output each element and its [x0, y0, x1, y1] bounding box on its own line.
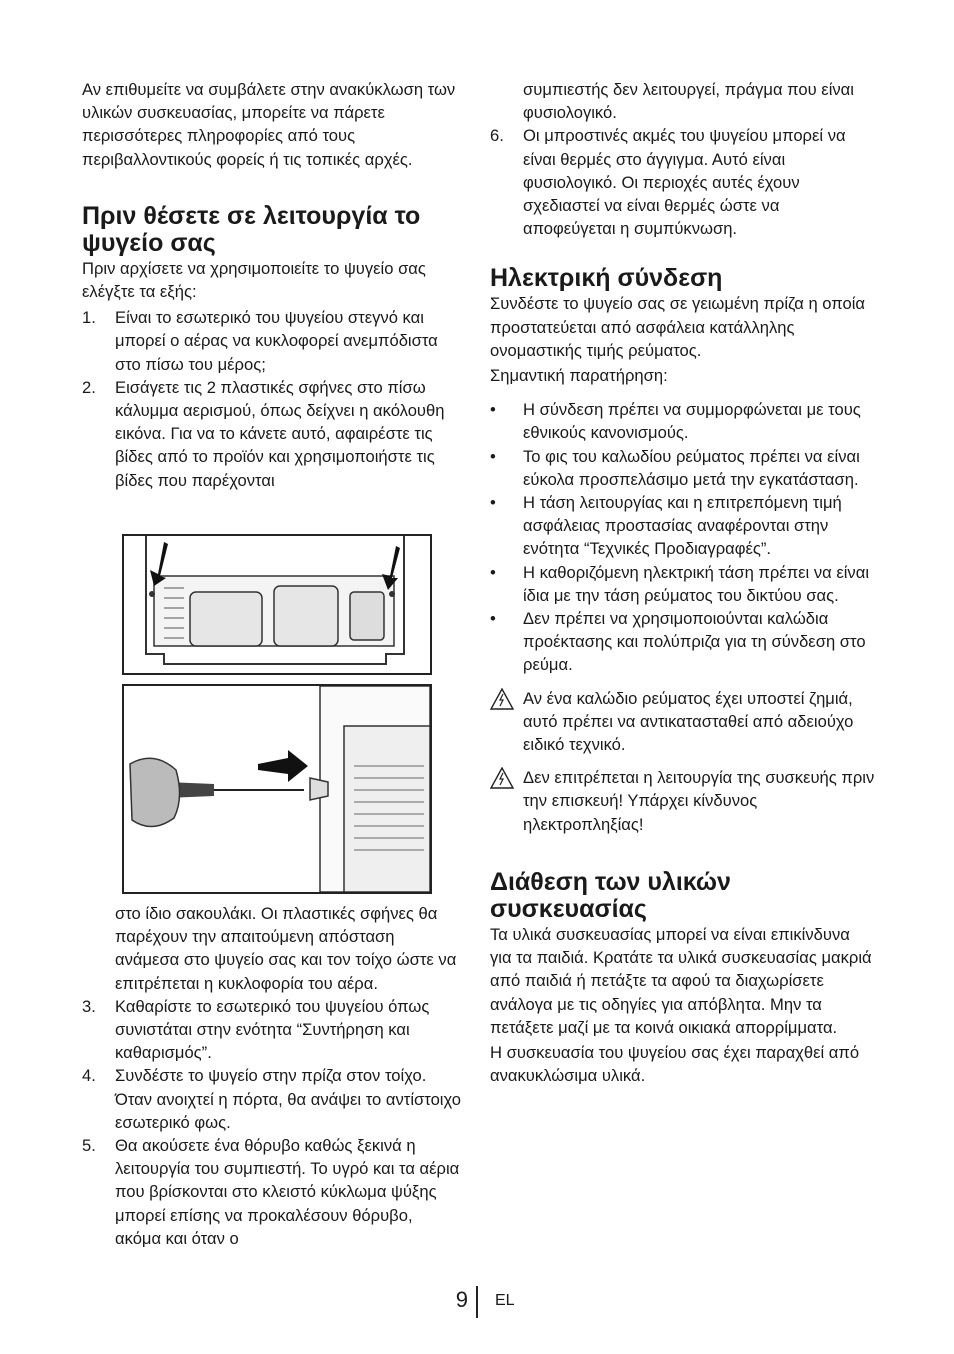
left-column — [82, 78, 462, 492]
packaging-paragraph: Τα υλικά συσκευασίας μπορεί να είναι επικίνδυνα για τα παιδιά. Κρατάτε τα υλικά συσκευασίας μακριά από παιδιά ή πετάξτε τα αφού τα διαχωρίσετε ανάλογα με τις οδηγίες για απόβλητα. Μην τα πετάξετε μαζί με τα κοινά οικιακά απορρίμματα. — [490, 924, 872, 1037]
list-item: 3. Καθαρίστε το εσωτερικό του ψυγείου όπως συνιστάται στην ενότητα “Συντήρηση και καθαρισμός”. — [82, 996, 430, 1063]
warning-triangle-icon — [490, 767, 514, 789]
checklist-end — [490, 124, 875, 240]
checklist-continued — [82, 995, 462, 1250]
page-footer — [0, 1286, 954, 1318]
rear-cover-illustration — [124, 536, 430, 673]
important-note-label: Σημαντική παρατήρηση: — [490, 366, 668, 386]
checklist — [82, 306, 462, 492]
heading-before-use: Πριν θέσετε σε λειτουργία το ψυγείο σας — [82, 201, 421, 257]
list-item: 2. Εισάγετε τις 2 πλαστικές σφήνες στο πίσω κάλυμμα αερισμού, όπως δείχνει η ακόλουθη εικόνα. Για να το κάνετε αυτό, αφαιρέστε τις βίδες από το προϊόν και χρησιμοποιήστε τις βίδες που παρέχονται — [82, 377, 445, 490]
figure-spacer-install — [122, 684, 432, 894]
list-item: • Η καθοριζόμενη ηλεκτρική τάση πρέπει να είναι ίδια με την τάση ρεύματος του δικτύου σας. — [490, 562, 870, 605]
right-column — [490, 78, 875, 1087]
electrical-paragraph: Συνδέστε το ψυγείο σας σε γειωμένη πρίζα η οποία προστατεύεται από ασφάλεια κατάλληλης ονομαστικής τιμής ρεύματος. — [490, 294, 866, 360]
heading-packaging-disposal: Διάθεση των υλικών συσκευασίας — [490, 867, 731, 923]
list-item: 4. Συνδέστε το ψυγείο στην πρίζα στον τοίχο. Όταν ανοιχτεί η πόρτα, θα ανάψει το αντίστοιχο εσωτερικό φως. — [82, 1066, 461, 1132]
heading-electrical: Ηλεκτρική σύνδεση — [490, 264, 723, 293]
item5-continuation: συμπιεστής δεν λειτουργεί, πράγμα που είναι φυσιολογικό. — [523, 80, 854, 123]
intro-paragraph: Αν επιθυμείτε να συμβάλετε στην ανακύκλωση των υλικών συσκευασίας, μπορείτε να πάρετε περισσότερες πληροφορίες από τους περιβαλλοντικούς φορείς ή τις τοπικές αρχές. — [82, 80, 456, 169]
spacer-install-illustration — [124, 686, 430, 892]
list-item: 1. Είναι το εσωτερικό του ψυγείου στεγνό και μπορεί ο αέρας να κυκλοφορεί ανεμπόδιστα στο πίσω του μέρος; — [82, 308, 438, 374]
list-item: • Η σύνδεση πρέπει να συμμορφώνεται με τους εθνικούς κανονισμούς. — [490, 400, 861, 443]
list-item: 6. Οι μπροστινές ακμές του ψυγείου μπορεί να είναι θερμές στο άγγιγμα. Αυτό είναι φυσιολογικό. Οι περιοχές αυτές έχουν σχεδιαστεί να είναι θερμές ώστε να αποφεύγεται η συμπύκνωση. — [490, 126, 846, 239]
warning-triangle-icon — [490, 688, 514, 710]
page-number: 9 — [455, 1287, 468, 1312]
list-item: • Το φις του καλωδίου ρεύματος πρέπει να είναι εύκολα προσπελάσιμο μετά την εγκατάσταση. — [490, 446, 860, 489]
list-item: • Δεν πρέπει να χρησιμοποιούνται καλώδια προέκτασης και πολύπριζα για τη σύνδεση στο ρεύμα. — [490, 609, 866, 675]
list-item: • Η τάση λειτουργίας και η επιτρεπόμενη τιμή ασφάλειας προστασίας αναφέρονται στην ενότητα “Τεχνικές Προδιαγραφές”. — [490, 493, 842, 559]
warning-damaged-cable: Αν ένα καλώδιο ρεύματος έχει υποστεί ζημιά, αυτό πρέπει να αντικατασταθεί από αδειούχο ειδικό τεχνικό. — [490, 687, 875, 757]
list-item: 5. Θα ακούσετε ένα θόρυβο καθώς ξεκινά η λειτουργία του συμπιεστή. Το υγρό και τα αέρια που βρίσκονται στο κλειστό κύκλωμα ψύξης μπορεί επίσης να προκαλέσουν θόρυβο, ακόμα και όταν ο — [82, 1136, 460, 1248]
item2-continuation: στο ίδιο σακουλάκι. Οι πλαστικές σφήνες θα παρέχουν την απαιτούμενη απόσταση ανάμεσα στο ψυγείο σας και τον τοίχο ώστε να επιτρέπεται η κυκλοφορία του αέρα. — [115, 904, 457, 993]
language-code: EL — [495, 1292, 515, 1309]
warning-no-operation: Δεν επιτρέπεται η λειτουργία της συσκευής πριν την επισκευή! Υπάρχει κίνδυνος ηλεκτροπληξίας! — [490, 766, 875, 836]
electrical-bullets — [490, 398, 875, 676]
figure-rear-cover — [122, 534, 432, 675]
footer-divider — [476, 1286, 478, 1318]
before-use-paragraph: Πριν αρχίσετε να χρησιμοποιείτε το ψυγείο σας ελέγξτε τα εξής: — [82, 258, 426, 302]
left-column-continued — [82, 902, 462, 1250]
recyclable-paragraph: Η συσκευασία του ψυγείου σας έχει παραχθεί από ανακυκλώσιμα υλικά. — [490, 1042, 860, 1086]
